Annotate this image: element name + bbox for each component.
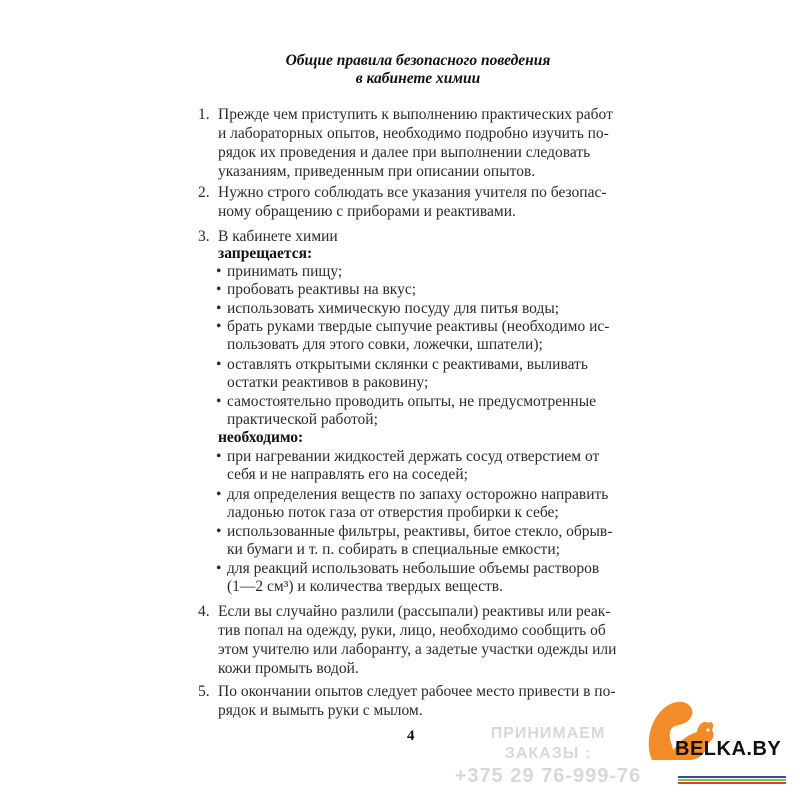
item-number: 1.: [198, 106, 210, 123]
forbidden-heading: запрещается:: [218, 245, 313, 262]
list-item: использовать химическую посуду для питья воды;: [227, 300, 560, 317]
list-item: самостоятельно проводить опыты, не предусмотренные: [227, 393, 597, 410]
bullet-icon: •: [216, 318, 222, 335]
list-item: принимать пищу;: [227, 263, 343, 280]
bullet-icon: •: [216, 281, 222, 298]
text-line: рядок и вымыть руки с мылом.: [218, 702, 423, 719]
list-item-continuation: ки бумаги и т. п. собирать в специальные емкости;: [227, 541, 560, 558]
list-item: использованные фильтры, реактивы, битое стекло, обрыв-: [227, 523, 613, 540]
text-line: указаниям, приведенным при описании опытов.: [218, 163, 536, 180]
text-line: Нужно строго соблюдать все указания учителя по безопас-: [218, 184, 607, 201]
watermark: [453, 724, 643, 788]
text-line: ному обращению с приборами и реактивами.: [218, 203, 516, 220]
item-intro: В кабинете химии: [218, 228, 338, 245]
list-item-continuation: ладонью поток газа от отверстия пробирки к себе;: [227, 504, 559, 521]
item-number: 2.: [198, 184, 210, 201]
list-item: для реакций использовать небольшие объемы растворов: [227, 560, 600, 577]
list-item-continuation: пользовать для этого совки, ложечки, шпатели);: [227, 336, 543, 353]
bullet-icon: •: [216, 263, 222, 280]
watermark-line-1: ПРИНИМАЕМ ЗАКАЗЫ :: [490, 725, 606, 762]
required-heading: необходимо:: [218, 429, 304, 446]
item-number: 4.: [198, 603, 210, 620]
bullet-icon: •: [216, 448, 222, 465]
bullet-icon: •: [216, 356, 222, 373]
list-item-continuation: остатки реактивов в раковину;: [227, 374, 429, 391]
list-item: оставлять открытыми склянки с реактивами, выливать: [227, 356, 588, 373]
bullet-icon: •: [216, 523, 222, 540]
list-item-continuation: себя и не направлять его на соседей;: [227, 466, 468, 483]
text-line: Если вы случайно разлили (рассыпали) реактивы или реак-: [218, 603, 611, 620]
page-number: 4: [407, 728, 415, 744]
item-number: 5.: [198, 683, 210, 700]
list-item: брать руками твердые сыпучие реактивы (необходимо ис-: [227, 318, 610, 335]
text-line: Прежде чем приступить к выполнению практических работ: [218, 106, 613, 123]
text-line: рядок их проведения и далее при выполнении следовать: [218, 144, 591, 161]
title-line-2: в кабинете химии: [355, 70, 481, 87]
text-line: кожи промыть водой.: [218, 660, 359, 677]
item-number: 3.: [198, 228, 210, 245]
text-line: этом учителю или лаборанту, а задетые участки одежды или: [218, 641, 617, 658]
text-line: тив попал на одежду, руки, лицо, необходимо сообщить об: [218, 622, 606, 639]
list-item-continuation: практической работой;: [227, 411, 378, 428]
bullet-icon: •: [216, 560, 222, 577]
list-item: для определения веществ по запаху осторожно направить: [227, 486, 609, 503]
page-title: [198, 52, 638, 88]
text-line: и лабораторных опытов, необходимо подробно изучить по-: [218, 125, 609, 142]
logo-text: BELKA.BY: [675, 738, 782, 760]
title-line-1: Общие правила безопасного поведения: [285, 52, 551, 69]
list-item: пробовать реактивы на вкус;: [227, 281, 417, 298]
list-item: при нагревании жидкостей держать сосуд отверстием от: [227, 448, 600, 465]
bullet-icon: •: [216, 300, 222, 317]
bullet-icon: •: [216, 486, 222, 503]
bullet-icon: •: [216, 393, 222, 410]
text-line: По окончании опытов следует рабочее место привести в по-: [218, 683, 616, 700]
list-item-continuation: (1—2 см³) и количества твердых веществ.: [227, 578, 503, 595]
watermark-line-2: +375 29 76-999-76: [454, 765, 642, 787]
